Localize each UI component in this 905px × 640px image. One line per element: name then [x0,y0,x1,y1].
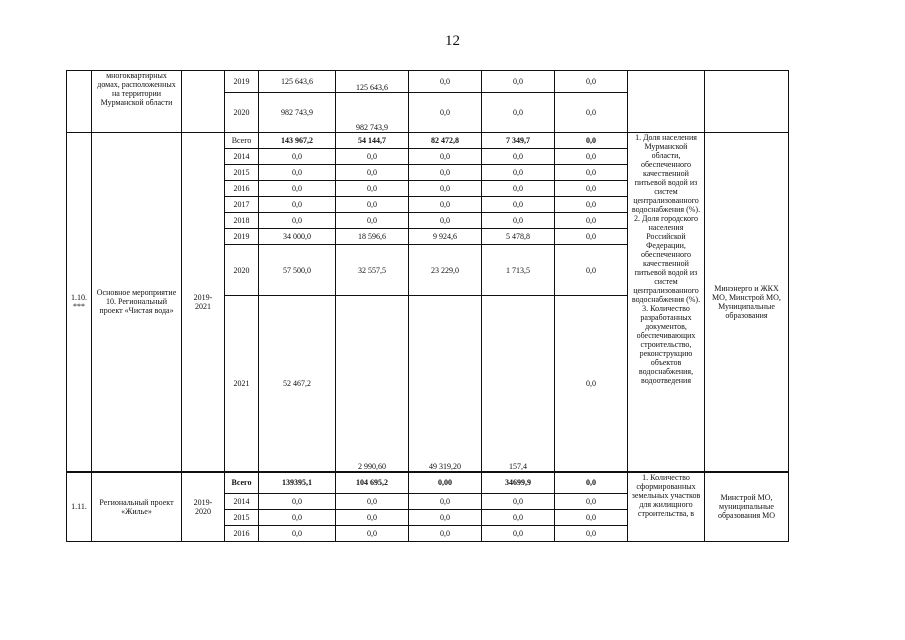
regional-budget-cell: 49 319,20 [409,296,482,472]
municipal-budget-cell: 1 713,5 [482,245,555,296]
regional-budget-cell: 0,0 [409,197,482,213]
page-number: 12 [445,33,460,49]
year-cell: 2015 [225,165,259,181]
total-cell: 0,0 [259,510,336,526]
year-cell: Всего [225,133,259,149]
total-cell: 0,0 [259,165,336,181]
extrabudget-cell: 0,0 [555,229,628,245]
extrabudget-cell: 0,0 [555,197,628,213]
extrabudget-cell: 0,0 [555,494,628,510]
indicators-cell [628,71,705,133]
federal-budget-cell: 0,0 [336,526,409,542]
total-cell: 0,0 [259,181,336,197]
extrabudget-cell: 0,0 [555,245,628,296]
year-cell: 2018 [225,213,259,229]
total-cell: 0,0 [259,213,336,229]
extrabudget-cell: 0,0 [555,213,628,229]
period-cell: 2019- 2020 [182,472,225,542]
regional-budget-cell: 9 924,6 [409,229,482,245]
regional-budget-cell: 0,0 [409,93,482,133]
indicators-cell: 1. Количество сформированных земельных участков для жилищного строительства, в [628,472,705,542]
extrabudget-cell: 0,0 [555,149,628,165]
regional-budget-cell: 0,0 [409,165,482,181]
period-cell [182,71,225,133]
year-cell: Всего [225,472,259,494]
extrabudget-cell: 0,0 [555,296,628,472]
total-cell: 0,0 [259,526,336,542]
item-name-cell: Основное мероприятие 10. Региональный проект «Чистая вода» [92,133,182,472]
total-cell: 0,0 [259,197,336,213]
executors-cell: Минстрой МО, муниципальные образования МО [705,472,789,542]
regional-budget-cell: 0,0 [409,526,482,542]
year-cell: 2015 [225,510,259,526]
federal-budget-cell: 0,0 [336,494,409,510]
federal-budget-cell: 0,0 [336,213,409,229]
federal-budget-cell: 32 557,5 [336,245,409,296]
year-cell: 2021 [225,296,259,472]
extrabudget-cell: 0,0 [555,93,628,133]
extrabudget-cell: 0,0 [555,510,628,526]
item-number-cell [67,71,92,133]
table-body [67,71,789,542]
federal-budget-cell: 0,0 [336,197,409,213]
extrabudget-cell: 0,0 [555,526,628,542]
municipal-budget-cell: 0,0 [482,71,555,93]
federal-budget-cell: 0,0 [336,165,409,181]
total-cell: 982 743,9 [259,93,336,133]
year-cell: 2016 [225,526,259,542]
municipal-budget-cell: 7 349,7 [482,133,555,149]
municipal-budget-cell: 0,0 [482,494,555,510]
year-cell: 2014 [225,149,259,165]
total-cell: 139395,1 [259,472,336,494]
municipal-budget-cell: 0,0 [482,93,555,133]
executors-cell [705,71,789,133]
total-cell: 143 967,2 [259,133,336,149]
municipal-budget-cell: 0,0 [482,213,555,229]
regional-budget-cell: 82 472,8 [409,133,482,149]
extrabudget-cell: 0,0 [555,181,628,197]
table-row [67,71,789,93]
period-cell: 2019- 2021 [182,133,225,472]
regional-budget-cell: 23 229,0 [409,245,482,296]
table-row [67,133,789,149]
regional-budget-cell: 0,0 [409,213,482,229]
municipal-budget-cell: 0,0 [482,526,555,542]
total-cell: 125 643,6 [259,71,336,93]
municipal-budget-cell: 0,0 [482,149,555,165]
federal-budget-cell: 125 643,6 [336,71,409,93]
federal-budget-cell: 0,0 [336,181,409,197]
regional-budget-cell: 0,0 [409,71,482,93]
extrabudget-cell: 0,0 [555,472,628,494]
municipal-budget-cell: 0,0 [482,181,555,197]
regional-budget-cell: 0,00 [409,472,482,494]
federal-budget-cell: 104 695,2 [336,472,409,494]
regional-budget-cell: 0,0 [409,510,482,526]
regional-budget-cell: 0,0 [409,149,482,165]
indicators-cell: 1. Доля населения Мурманской области, обеспеченного качественной питьевой водой из систем централизованного водоснабжения (%). 2. Доля городского населения Российской Федерации, обеспеченного качественной питьевой водой из систем централизованного водоснабжения (%). 3. Количество разработанных документов, обеспечивающих строительство, реконструкцию объектов водоснабжения, водоотведения [628,133,705,472]
extrabudget-cell: 0,0 [555,71,628,93]
total-cell: 57 500,0 [259,245,336,296]
municipal-budget-cell: 0,0 [482,165,555,181]
total-cell: 52 467,2 [259,296,336,472]
federal-budget-cell: 54 144,7 [336,133,409,149]
total-cell: 0,0 [259,149,336,165]
federal-budget-cell: 982 743,9 [336,93,409,133]
municipal-budget-cell: 5 478,8 [482,229,555,245]
year-cell: 2020 [225,245,259,296]
extrabudget-cell: 0,0 [555,165,628,181]
year-cell: 2020 [225,93,259,133]
executors-cell: Минэнерго и ЖКХ МО, Минстрой МО, Муниципальные образования [705,133,789,472]
municipal-budget-cell: 0,0 [482,510,555,526]
table-row [67,472,789,494]
regional-budget-cell: 0,0 [409,494,482,510]
municipal-budget-cell: 34699,9 [482,472,555,494]
year-cell: 2019 [225,229,259,245]
regional-budget-cell: 0,0 [409,181,482,197]
municipal-budget-cell: 157,4 [482,296,555,472]
year-cell: 2017 [225,197,259,213]
year-cell: 2019 [225,71,259,93]
program-table [66,70,789,542]
year-cell: 2014 [225,494,259,510]
total-cell: 0,0 [259,494,336,510]
federal-budget-cell: 0,0 [336,149,409,165]
item-number-cell: 1.11. [67,472,92,542]
total-cell: 34 000,0 [259,229,336,245]
item-number-cell: 1.10. *** [67,133,92,472]
year-cell: 2016 [225,181,259,197]
extrabudget-cell: 0,0 [555,133,628,149]
municipal-budget-cell: 0,0 [482,197,555,213]
item-name-cell: многоквартирных домах, расположенных на территории Мурманской области [92,71,182,133]
item-name-cell: Региональный проект «Жилье» [92,472,182,542]
federal-budget-cell: 18 596,6 [336,229,409,245]
federal-budget-cell: 0,0 [336,510,409,526]
federal-budget-cell: 2 990,60 [336,296,409,472]
